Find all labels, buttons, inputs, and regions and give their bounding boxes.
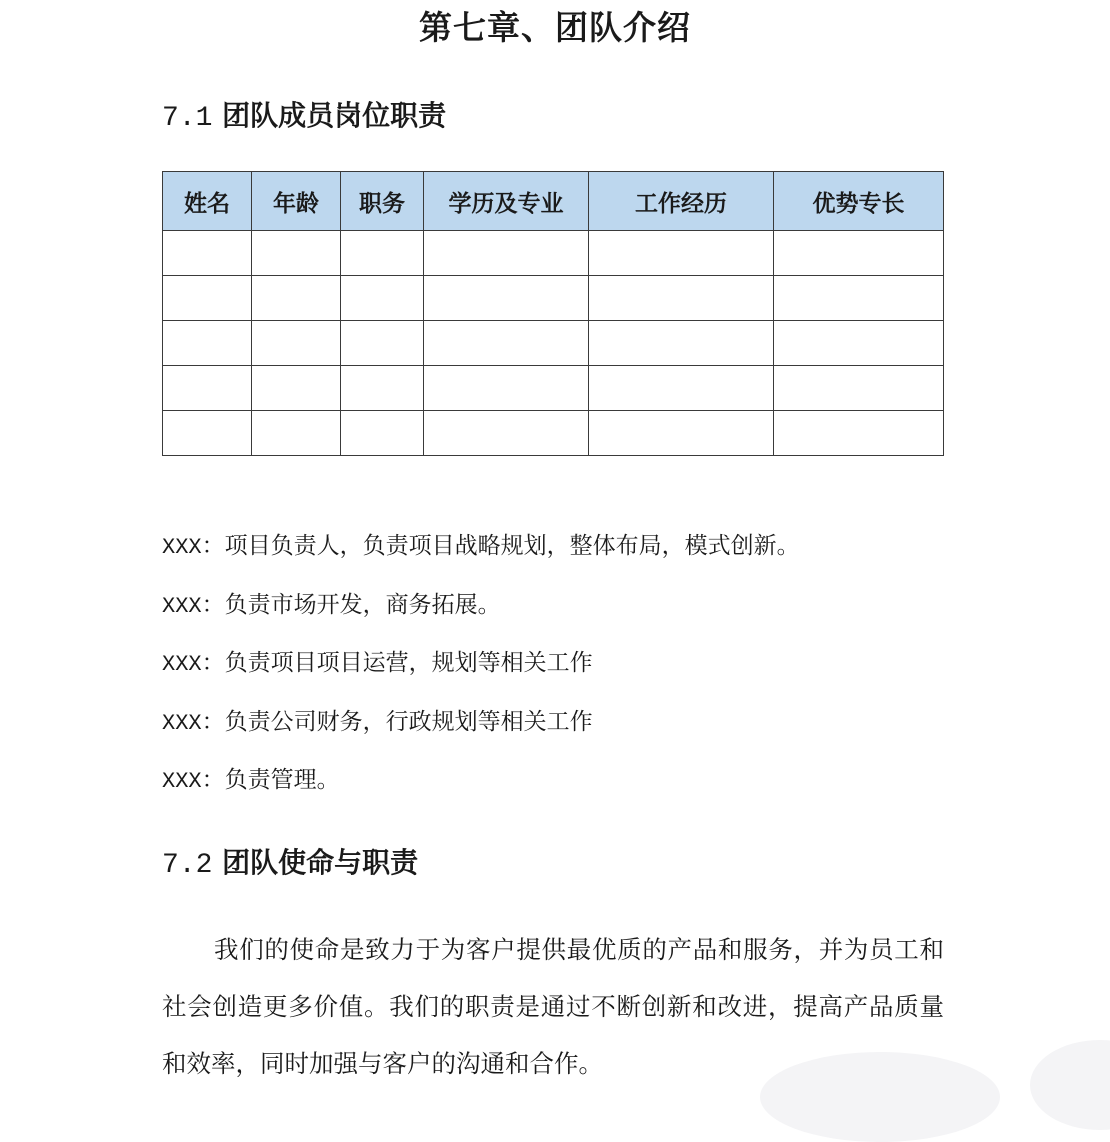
table-cell: [163, 276, 252, 321]
column-header-position: 职务: [341, 172, 424, 231]
column-header-work-experience: 工作经历: [589, 172, 774, 231]
duty-text: 负责公司财务，行政规划等相关工作: [224, 708, 593, 735]
member-name: XXX: [162, 593, 202, 619]
section-heading-7-1: [162, 98, 446, 137]
table-cell: [252, 231, 341, 276]
chapter-title: 第七章、团队介绍: [419, 8, 691, 47]
list-item: [162, 760, 800, 819]
table-cell: [424, 231, 589, 276]
section-number: 7.2: [162, 850, 213, 881]
duty-text: 负责市场开发，商务拓展。: [224, 591, 501, 618]
list-item: [162, 643, 800, 702]
table-header-row: [163, 172, 944, 231]
table-cell: [589, 321, 774, 366]
table-row: [163, 276, 944, 321]
member-name: XXX: [162, 769, 202, 794]
corner-shadow-decoration: [1030, 1040, 1110, 1130]
team-roles-table: [162, 171, 944, 456]
mission-paragraph: 我们的使命是致力于为客户提供最优质的产品和服务，并为员工和社会创造更多价值。我们的职责是通过不断创新和改进，提高产品质量和效率，同时加强与客户的沟通和合作。: [162, 935, 944, 1078]
table-cell: [589, 231, 774, 276]
table-cell: [252, 366, 341, 411]
column-header-age: 年龄: [252, 172, 341, 231]
table-cell: [774, 411, 944, 456]
column-header-strengths: 优势专长: [774, 172, 944, 231]
table-row: [163, 321, 944, 366]
table-cell: [163, 231, 252, 276]
table-cell: [424, 411, 589, 456]
table-cell: [774, 366, 944, 411]
section-number: 7.1: [162, 103, 213, 134]
table-cell: [252, 411, 341, 456]
section-title: 团队使命与职责: [222, 846, 419, 879]
section-heading-7-2: [162, 845, 418, 884]
duty-text: 负责项目项目运营，规划等相关工作: [224, 650, 593, 676]
table-cell: [341, 411, 424, 456]
table-row: [163, 366, 944, 411]
table-cell: [341, 276, 424, 321]
column-header-name: 姓名: [163, 172, 252, 231]
table-cell: [163, 411, 252, 456]
member-name: XXX: [162, 535, 202, 560]
column-header-education-major: 学历及专业: [424, 172, 589, 231]
table-row: [163, 231, 944, 276]
member-duty-list: [162, 526, 800, 819]
table-cell: [589, 366, 774, 411]
table-cell: [252, 321, 341, 366]
table-cell: [252, 276, 341, 321]
table-cell: [341, 321, 424, 366]
table-cell: [163, 366, 252, 411]
table-cell: [163, 321, 252, 366]
separator: ：: [201, 533, 225, 559]
list-item: [162, 526, 800, 585]
list-item: [162, 585, 800, 644]
separator: ：: [201, 767, 225, 793]
separator: ：: [201, 591, 225, 618]
table-cell: [424, 276, 589, 321]
table-cell: [774, 276, 944, 321]
separator: ：: [201, 650, 225, 676]
table-row: [163, 411, 944, 456]
table-cell: [424, 321, 589, 366]
separator: ：: [201, 708, 225, 735]
duty-text: 项目负责人，负责项目战略规划，整体布局，模式创新。: [224, 533, 800, 559]
table-cell: [341, 231, 424, 276]
table-cell: [589, 411, 774, 456]
list-item: [162, 702, 800, 761]
table-cell: [774, 231, 944, 276]
table-cell: [341, 366, 424, 411]
member-name: XXX: [162, 710, 202, 736]
member-name: XXX: [162, 652, 202, 677]
duty-text: 负责管理。: [224, 767, 340, 793]
section-title: 团队成员岗位职责: [222, 99, 447, 132]
table-cell: [424, 366, 589, 411]
table-cell: [774, 321, 944, 366]
table-cell: [589, 276, 774, 321]
corner-shadow-decoration: [760, 1052, 1000, 1142]
